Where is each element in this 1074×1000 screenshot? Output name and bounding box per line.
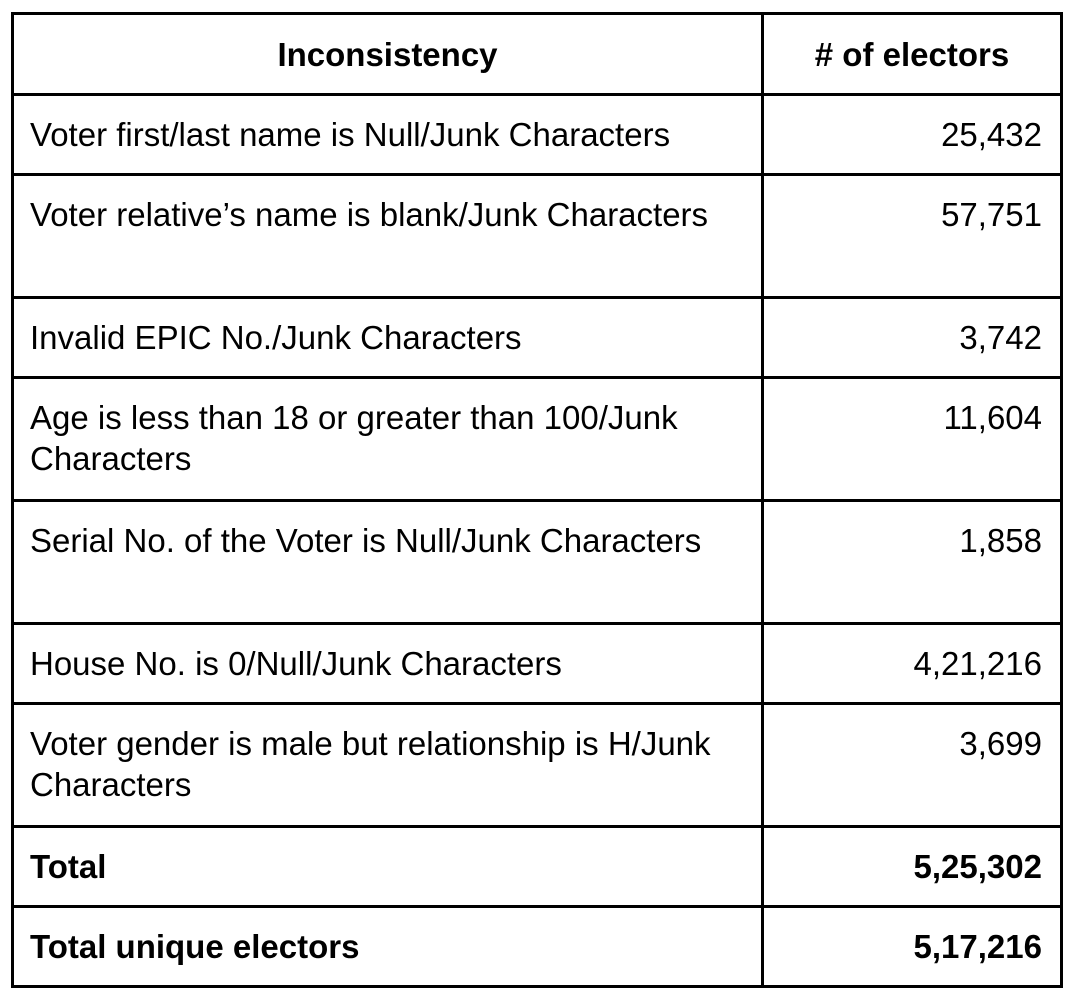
table-row xyxy=(13,298,1062,378)
row-value: 11,604 xyxy=(763,378,1062,501)
row-label: Voter first/last name is Null/Junk Characters xyxy=(13,95,763,175)
row-label: Serial No. of the Voter is Null/Junk Characters xyxy=(13,501,763,624)
row-label: Voter gender is male but relationship is H/Junk Characters xyxy=(13,704,763,827)
total-row xyxy=(13,827,1062,907)
table-body xyxy=(13,95,1062,987)
table-row xyxy=(13,95,1062,175)
header-row xyxy=(13,14,1062,95)
header-inconsistency: Inconsistency xyxy=(13,14,763,95)
row-value: 3,699 xyxy=(763,704,1062,827)
row-value: 57,751 xyxy=(763,175,1062,298)
row-label: House No. is 0/Null/Junk Characters xyxy=(13,624,763,704)
total-value: 5,25,302 xyxy=(763,827,1062,907)
table-row xyxy=(13,624,1062,704)
row-value: 1,858 xyxy=(763,501,1062,624)
total-unique-label: Total unique electors xyxy=(13,907,763,987)
table-row xyxy=(13,501,1062,624)
table-row xyxy=(13,175,1062,298)
electors-inconsistency-table xyxy=(11,12,1063,988)
table-row xyxy=(13,378,1062,501)
table-row xyxy=(13,704,1062,827)
row-label: Voter relative’s name is blank/Junk Characters xyxy=(13,175,763,298)
total-label: Total xyxy=(13,827,763,907)
total-unique-row xyxy=(13,907,1062,987)
row-value: 4,21,216 xyxy=(763,624,1062,704)
row-value: 25,432 xyxy=(763,95,1062,175)
header-electors-count: # of electors xyxy=(763,14,1062,95)
row-label: Invalid EPIC No./Junk Characters xyxy=(13,298,763,378)
total-unique-value: 5,17,216 xyxy=(763,907,1062,987)
row-label: Age is less than 18 or greater than 100/Junk Characters xyxy=(13,378,763,501)
row-value: 3,742 xyxy=(763,298,1062,378)
table-header xyxy=(13,14,1062,95)
